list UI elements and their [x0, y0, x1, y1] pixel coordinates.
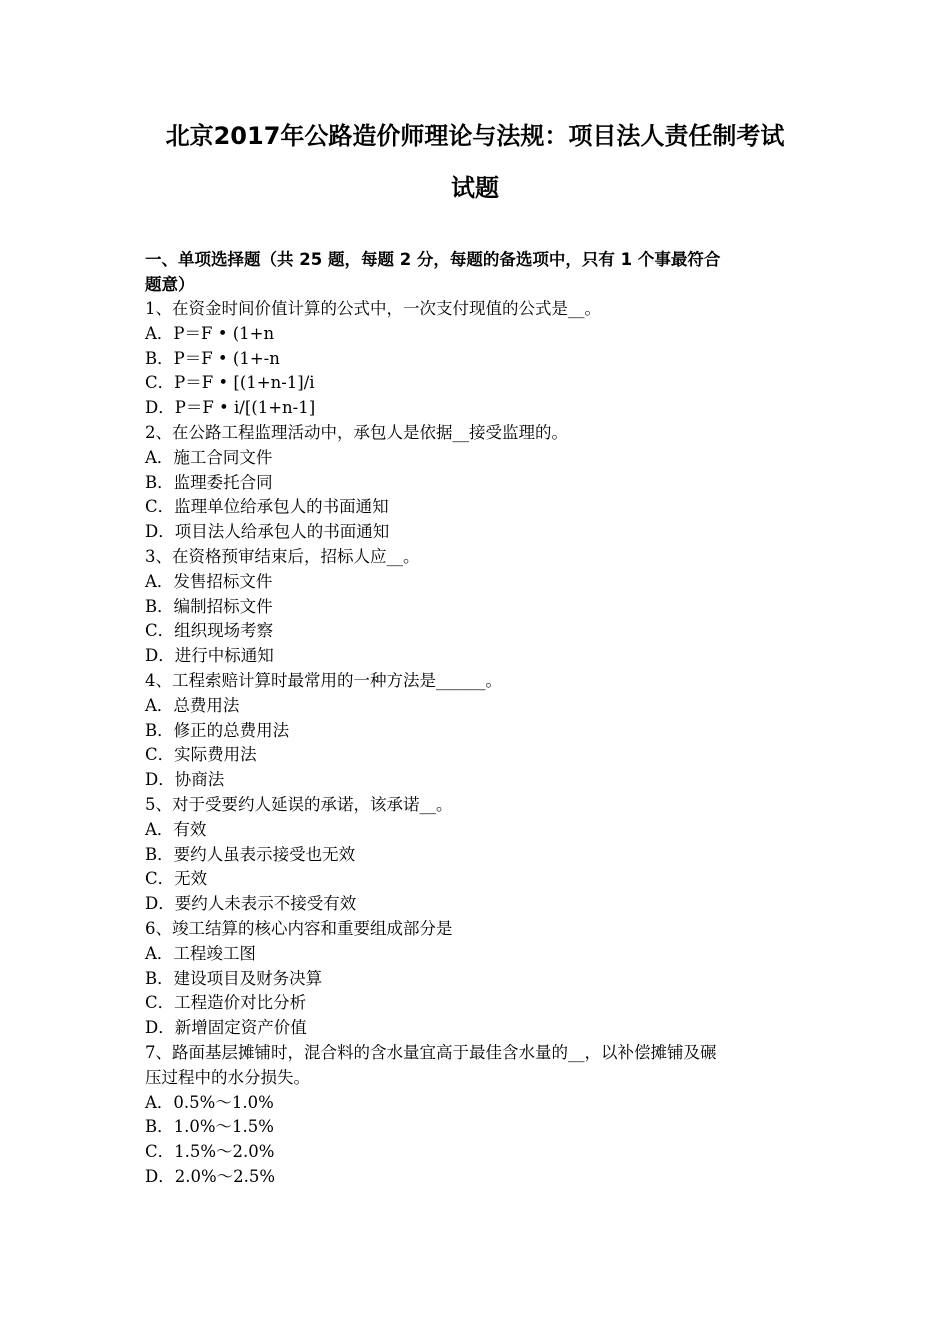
option-d: D．进行中标通知	[145, 646, 274, 666]
document-title-line1: 北京2017年公路造价师理论与法规：项目法人责任制考试	[165, 122, 785, 150]
question-6	[145, 917, 810, 1041]
question-stem: 3、在资格预审结束后，招标人应__。	[145, 546, 420, 566]
option-d: D．新增固定资产价值	[145, 1018, 307, 1038]
option-d: D．2.0%～2.5%	[145, 1166, 276, 1186]
question-stem: 4、工程索赔计算时最常用的一种方法是______。	[145, 670, 502, 690]
question-stem-line2: 压过程中的水分损失。	[145, 1067, 310, 1087]
option-b: B．修正的总费用法	[145, 720, 290, 740]
option-b: B．编制招标文件	[145, 596, 273, 616]
section-heading	[145, 248, 810, 298]
option-a: A．总费用法	[145, 695, 240, 715]
question-list	[145, 297, 810, 1190]
option-a: A．P＝F • (1+n	[145, 323, 275, 343]
question-3	[145, 545, 810, 669]
option-d: D．要约人未表示不接受有效	[145, 894, 357, 914]
option-a: A．有效	[145, 819, 207, 839]
option-c: C．无效	[145, 869, 208, 889]
section-heading-line1: 一、单项选择题（共 25 题，每题 2 分，每题的备选项中，只有 1 个事最符合	[145, 250, 721, 269]
option-b: B．监理委托合同	[145, 472, 273, 492]
question-stem: 6、竣工结算的核心内容和重要组成部分是	[145, 918, 453, 938]
option-c: C．监理单位给承包人的书面通知	[145, 497, 389, 517]
option-a: A．施工合同文件	[145, 447, 273, 467]
question-stem: 5、对于受要约人延误的承诺，该承诺__。	[145, 794, 453, 814]
option-d: D．项目法人给承包人的书面通知	[145, 522, 390, 542]
option-b: B．1.0%～1.5%	[145, 1117, 274, 1137]
option-c: C．P＝F • [(1+n-1]/i	[145, 373, 315, 393]
option-d: D．P＝F • i/[(1+n-1]	[145, 398, 316, 418]
question-stem-line1: 7、路面基层摊铺时，混合料的含水量宜高于最佳含水量的__，以补偿摊铺及碾	[145, 1042, 717, 1062]
option-b: B．P＝F • (1+-n	[145, 348, 280, 368]
option-c: C．1.5%～2.0%	[145, 1142, 275, 1162]
option-d: D．协商法	[145, 770, 225, 790]
option-c: C．工程造价对比分析	[145, 993, 307, 1013]
document-title-line2: 试题	[451, 174, 499, 202]
question-5	[145, 793, 810, 917]
option-c: C．实际费用法	[145, 745, 257, 765]
option-a: A．工程竣工图	[145, 943, 256, 963]
option-a: A．发售招标文件	[145, 571, 273, 591]
section-heading-line2: 题意）	[145, 274, 195, 294]
option-a: A．0.5%～1.0%	[145, 1092, 274, 1112]
option-b: B．要约人虽表示接受也无效	[145, 844, 356, 864]
option-c: C．组织现场考察	[145, 621, 274, 641]
question-1	[145, 297, 810, 421]
question-stem: 2、在公路工程监理活动中，承包人是依据__接受监理的。	[145, 422, 568, 442]
question-2	[145, 421, 810, 545]
question-4	[145, 669, 810, 793]
question-stem: 1、在资金时间价值计算的公式中，一次支付现值的公式是__。	[145, 299, 601, 318]
question-7	[145, 1041, 810, 1190]
option-b: B．建设项目及财务决算	[145, 968, 323, 988]
